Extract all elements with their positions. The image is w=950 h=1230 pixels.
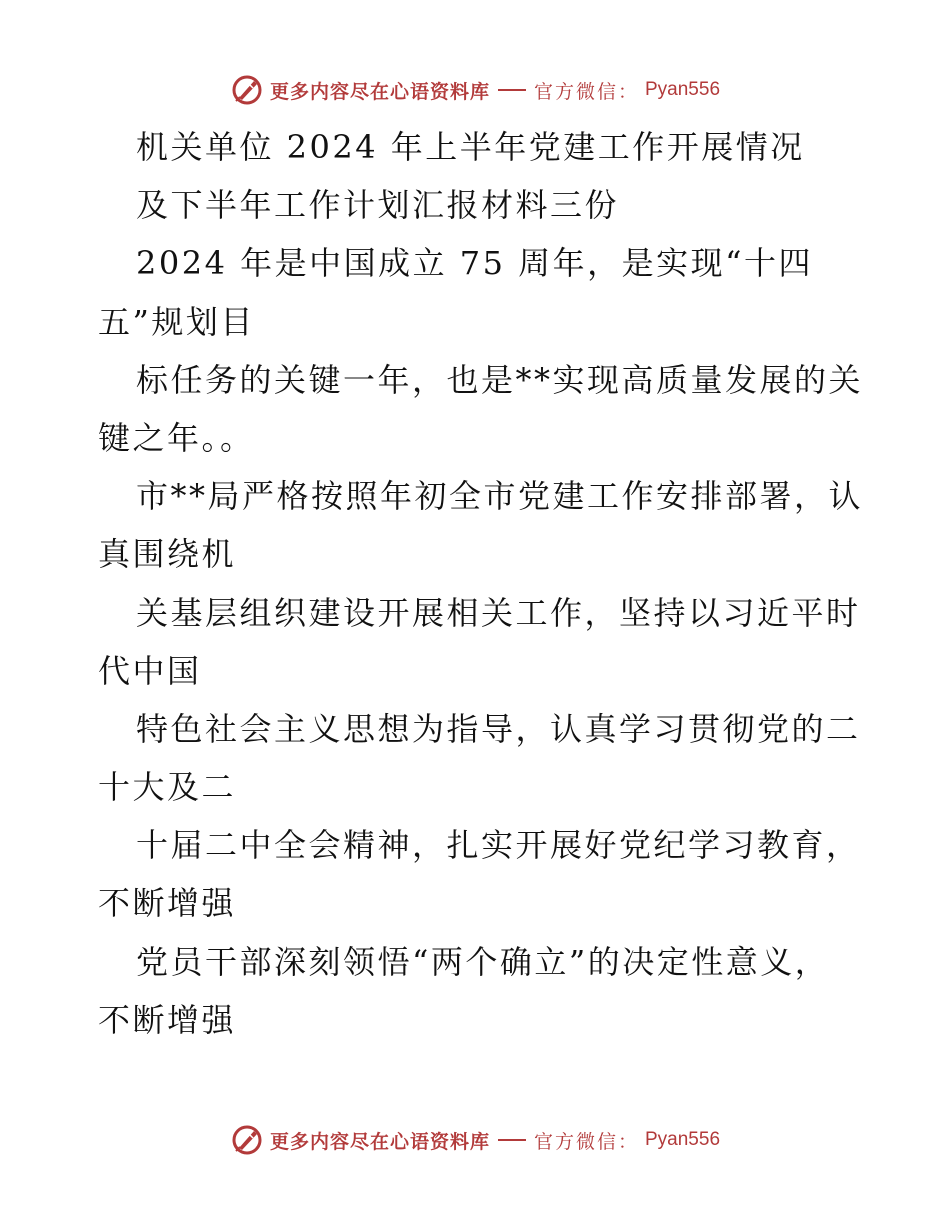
document-body <box>98 118 864 1049</box>
quill-pen-logo-icon <box>230 1123 264 1157</box>
quill-pen-logo-icon <box>230 73 264 107</box>
document-line: 及下半年工作计划汇报材料三份 <box>136 186 620 225</box>
document-line: 党员干部深刻领悟“两个确立”的决定性意义， <box>136 942 830 981</box>
document-line: 机关单位 2024 年上半年党建工作开展情况 <box>136 128 805 166</box>
watermark-wechat-id: Pyan556 <box>645 79 721 100</box>
document-line: 五”规划目 <box>98 302 255 341</box>
document-line: 标任务的关键一年，也是**实现高质量发展的关 <box>136 360 864 399</box>
document-line: 市**局严格按照年初全市党建工作安排部署，认 <box>136 477 864 516</box>
watermark-wechat-label: 官方微信： <box>533 80 639 103</box>
document-line: 键之年。。 <box>98 418 255 457</box>
footer-watermark <box>0 1120 950 1160</box>
document-line: 十届二中全会精神，扎实开展好党纪学习教育， <box>136 826 861 865</box>
document-line: 代中国 <box>98 651 202 690</box>
document-line: 十大及二 <box>98 768 237 807</box>
watermark-wechat-label: 官方微信： <box>533 1130 639 1153</box>
watermark-wechat-id: Pyan556 <box>645 1129 721 1150</box>
document-line: 不断增强 <box>98 884 237 923</box>
document-line: 2024 年是中国成立 75 周年，是实现“十四 <box>136 244 814 283</box>
document-line: 真围绕机 <box>98 535 237 574</box>
document-line: 不断增强 <box>98 1000 237 1039</box>
document-line: 特色社会主义思想为指导，认真学习贯彻党的二 <box>136 709 861 748</box>
watermark-dash <box>498 89 526 91</box>
header-watermark <box>0 70 950 110</box>
watermark-brand-text: 更多内容尽在心语资料库 <box>269 1130 490 1153</box>
document-line: 关基层组织建设开展相关工作，坚持以习近平时 <box>136 593 861 632</box>
watermark-brand-text: 更多内容尽在心语资料库 <box>269 80 490 103</box>
watermark-dash <box>498 1139 526 1141</box>
